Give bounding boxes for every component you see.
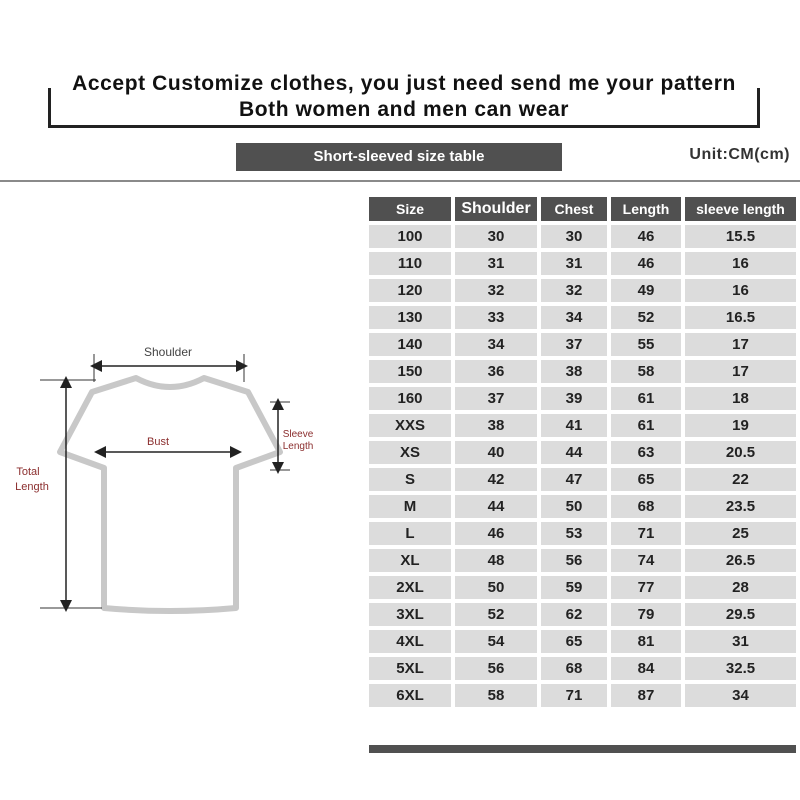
- cell-length: 55: [611, 333, 681, 356]
- cell-shoulder: 44: [455, 495, 537, 518]
- cell-sleeve-length: 15.5: [685, 225, 796, 248]
- cell-size: 140: [369, 333, 451, 356]
- cell-sleeve-length: 16: [685, 279, 796, 302]
- bust-label: Bust: [146, 436, 170, 448]
- cell-chest: 50: [541, 495, 607, 518]
- table-row: [369, 225, 796, 248]
- cell-shoulder: 50: [455, 576, 537, 599]
- table-row: [369, 441, 796, 464]
- cell-shoulder: 42: [455, 468, 537, 491]
- total-length-label-2: Length: [15, 481, 49, 493]
- header-box-bottom-border: [48, 125, 760, 128]
- cell-size: 2XL: [369, 576, 451, 599]
- cell-sleeve-length: 31: [685, 630, 796, 653]
- cell-size: S: [369, 468, 451, 491]
- cell-sleeve-length: 34: [685, 684, 796, 707]
- unit-label: Unit:CM(cm): [689, 146, 790, 163]
- table-row: [369, 360, 796, 383]
- size-table-body: [369, 225, 796, 707]
- cell-chest: 65: [541, 630, 607, 653]
- table-row: [369, 252, 796, 275]
- header-line-2: Both women and men can wear: [238, 98, 570, 121]
- cell-shoulder: 31: [455, 252, 537, 275]
- cell-sleeve-length: 23.5: [685, 495, 796, 518]
- cell-sleeve-length: 22: [685, 468, 796, 491]
- cell-chest: 30: [541, 225, 607, 248]
- table-row: [369, 684, 796, 707]
- cell-length: 74: [611, 549, 681, 572]
- cell-size: 100: [369, 225, 451, 248]
- cell-length: 79: [611, 603, 681, 626]
- table-row: [369, 414, 796, 437]
- cell-size: 6XL: [369, 684, 451, 707]
- cell-length: 87: [611, 684, 681, 707]
- cell-length: 58: [611, 360, 681, 383]
- cell-sleeve-length: 16.5: [685, 306, 796, 329]
- cell-length: 61: [611, 414, 681, 437]
- cell-chest: 34: [541, 306, 607, 329]
- cell-size: 130: [369, 306, 451, 329]
- cell-size: 4XL: [369, 630, 451, 653]
- cell-chest: 41: [541, 414, 607, 437]
- table-footer-bar: [369, 745, 796, 753]
- column-header-length: Length: [611, 197, 681, 221]
- cell-shoulder: 52: [455, 603, 537, 626]
- cell-length: 68: [611, 495, 681, 518]
- cell-chest: 44: [541, 441, 607, 464]
- cell-chest: 56: [541, 549, 607, 572]
- cell-shoulder: 54: [455, 630, 537, 653]
- sleeve-label-1: Sleeve: [282, 429, 314, 440]
- cell-length: 84: [611, 657, 681, 680]
- total-length-label-1: Total: [16, 466, 40, 478]
- cell-chest: 31: [541, 252, 607, 275]
- cell-sleeve-length: 32.5: [685, 657, 796, 680]
- cell-shoulder: 48: [455, 549, 537, 572]
- cell-length: 65: [611, 468, 681, 491]
- cell-sleeve-length: 18: [685, 387, 796, 410]
- cell-sleeve-length: 17: [685, 360, 796, 383]
- cell-size: XL: [369, 549, 451, 572]
- table-row: [369, 468, 796, 491]
- cell-size: 120: [369, 279, 451, 302]
- cell-length: 77: [611, 576, 681, 599]
- cell-size: XS: [369, 441, 451, 464]
- table-row: [369, 522, 796, 545]
- cell-chest: 38: [541, 360, 607, 383]
- cell-length: 61: [611, 387, 681, 410]
- cell-chest: 32: [541, 279, 607, 302]
- cell-shoulder: 36: [455, 360, 537, 383]
- shoulder-label: Shoulder: [143, 345, 193, 359]
- tshirt-illustration: [0, 330, 340, 620]
- cell-shoulder: 56: [455, 657, 537, 680]
- cell-shoulder: 34: [455, 333, 537, 356]
- cell-sleeve-length: 26.5: [685, 549, 796, 572]
- table-row: [369, 603, 796, 626]
- cell-size: 5XL: [369, 657, 451, 680]
- cell-chest: 62: [541, 603, 607, 626]
- table-row: [369, 495, 796, 518]
- cell-sleeve-length: 17: [685, 333, 796, 356]
- table-row: [369, 576, 796, 599]
- table-header-row: [369, 197, 796, 221]
- header-line-1: Accept Customize clothes, you just need send me your pattern: [72, 72, 736, 95]
- cell-shoulder: 58: [455, 684, 537, 707]
- column-header-shoulder: Shoulder: [455, 197, 537, 221]
- table-row: [369, 630, 796, 653]
- cell-size: 160: [369, 387, 451, 410]
- cell-sleeve-length: 29.5: [685, 603, 796, 626]
- cell-size: XXS: [369, 414, 451, 437]
- cell-chest: 68: [541, 657, 607, 680]
- cell-length: 46: [611, 225, 681, 248]
- column-header-chest: Chest: [541, 197, 607, 221]
- cell-size: 3XL: [369, 603, 451, 626]
- cell-shoulder: 33: [455, 306, 537, 329]
- cell-chest: 59: [541, 576, 607, 599]
- cell-length: 63: [611, 441, 681, 464]
- cell-sleeve-length: 25: [685, 522, 796, 545]
- cell-length: 71: [611, 522, 681, 545]
- cell-length: 52: [611, 306, 681, 329]
- tshirt-outline: [60, 378, 280, 611]
- sleeve-label-2: Length: [282, 441, 314, 452]
- table-row: [369, 333, 796, 356]
- cell-size: 110: [369, 252, 451, 275]
- cell-shoulder: 30: [455, 225, 537, 248]
- column-header-sleeve-length: sleeve length: [685, 197, 796, 221]
- table-row: [369, 279, 796, 302]
- tshirt-diagram: [0, 330, 340, 620]
- cell-chest: 47: [541, 468, 607, 491]
- size-table: [369, 193, 796, 711]
- cell-length: 49: [611, 279, 681, 302]
- cell-length: 46: [611, 252, 681, 275]
- cell-shoulder: 38: [455, 414, 537, 437]
- table-row: [369, 657, 796, 680]
- header-box: [48, 64, 760, 128]
- cell-shoulder: 40: [455, 441, 537, 464]
- cell-shoulder: 32: [455, 279, 537, 302]
- table-row: [369, 387, 796, 410]
- divider-line: [0, 180, 800, 182]
- cell-size: L: [369, 522, 451, 545]
- cell-sleeve-length: 19: [685, 414, 796, 437]
- cell-sleeve-length: 20.5: [685, 441, 796, 464]
- cell-sleeve-length: 16: [685, 252, 796, 275]
- cell-chest: 71: [541, 684, 607, 707]
- cell-chest: 53: [541, 522, 607, 545]
- table-row: [369, 549, 796, 572]
- table-row: [369, 306, 796, 329]
- cell-chest: 37: [541, 333, 607, 356]
- cell-size: M: [369, 495, 451, 518]
- cell-shoulder: 37: [455, 387, 537, 410]
- cell-shoulder: 46: [455, 522, 537, 545]
- cell-length: 81: [611, 630, 681, 653]
- column-header-size: Size: [369, 197, 451, 221]
- cell-size: 150: [369, 360, 451, 383]
- table-title: Short-sleeved size table: [236, 143, 562, 171]
- cell-sleeve-length: 28: [685, 576, 796, 599]
- cell-chest: 39: [541, 387, 607, 410]
